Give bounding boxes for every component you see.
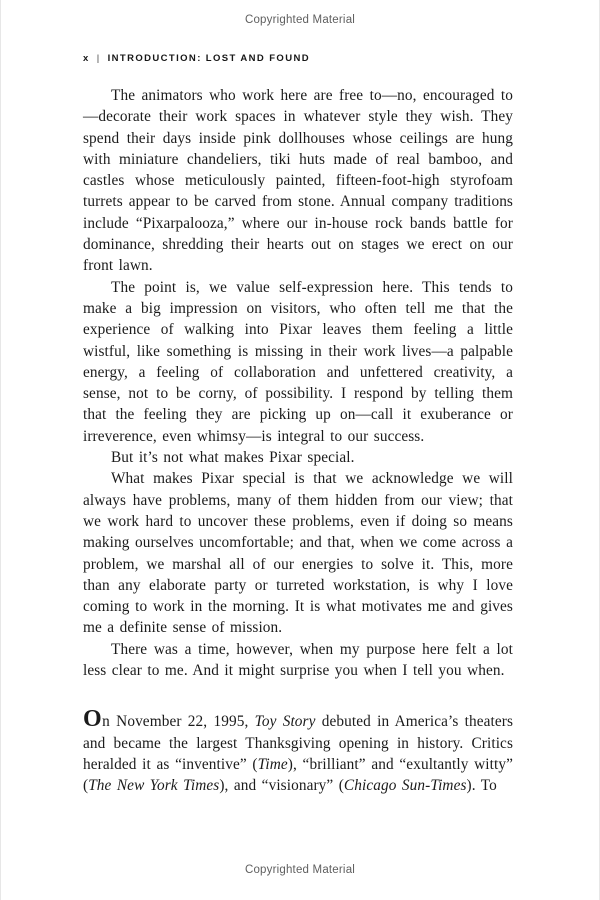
paragraph bbox=[83, 277, 513, 447]
text-segment: ). To bbox=[466, 777, 497, 795]
paragraph bbox=[83, 468, 513, 638]
text-segment: Time bbox=[257, 755, 288, 773]
chapter-title: INTRODUCTION: LOST AND FOUND bbox=[107, 53, 311, 64]
text-segment: There was a time, however, when my purpose here felt a lot less clear to me. And it might surprise you when I tell you when. bbox=[83, 640, 513, 680]
text-segment: Chicago Sun-Times bbox=[343, 777, 467, 795]
text-segment: n November 22, 1995, bbox=[102, 713, 255, 731]
text-segment: The animators who work here are free to—no, encouraged to—decorate their work spaces in whatever style they wish. They spend their days inside pink dollhouses whose ceilings are hung with miniature chandeliers, tiki huts made of real bamboo, and castles whose meticulously painted, fifteen-foot-high styrofoam turrets appear to be carved from stone. Annual company traditions include “Pixarpalooza,” where our in-house rock bands battle for dominance, shredding their hearts out on stages we erect on our front lawn. bbox=[83, 87, 513, 275]
copyright-watermark-top: Copyrighted Material bbox=[244, 14, 356, 26]
drop-cap: O bbox=[83, 706, 103, 733]
text-segment: ), and “visionary” ( bbox=[219, 777, 344, 795]
text-segment: What makes Pixar special is that we acknowledge we will always have problems, many of them hidden from our view; that we work hard to uncover these problems, even if doing so means making ourselves uncomfortable; and that, when we come across a problem, we marshal all of our energies to solve it. This, more than any elaborate party or turreted workstation, is why I love coming to work in the morning. It is what motivates me and gives me a definite sense of mission. bbox=[83, 470, 513, 637]
text-segment: The New York Times bbox=[88, 777, 220, 795]
paragraph bbox=[83, 639, 513, 682]
text-segment: But it’s not what makes Pixar special. bbox=[111, 449, 355, 467]
running-head bbox=[83, 53, 310, 64]
text-segment: The point is, we value self-expression here. This tends to make a big impression on visitors, who often tell me that the experience of walking into Pixar leaves them feeling a little wistful, like something is missing in their work lives—a palpable energy, a feeling of collaboration and unfettered creativity, a sense, not to be corny, of possibility. I respond by telling them that the feeling they are picking up on—call it exuberance or irreverence, even whimsy—is integral to our success. bbox=[83, 278, 513, 445]
text-segment: debuted in America’s theaters and became the largest Thanksgiving opening in history. Critics heralded it as “inventive” ( bbox=[83, 713, 514, 773]
header-separator: | bbox=[96, 53, 101, 64]
page-number: x bbox=[83, 53, 90, 64]
paragraph bbox=[83, 706, 514, 796]
page-body bbox=[83, 85, 513, 797]
copyright-watermark-bottom: Copyrighted Material bbox=[244, 864, 356, 876]
paragraph bbox=[83, 447, 513, 468]
text-segment: ), “brilliant” and “exultantly witty” ( bbox=[83, 755, 513, 795]
paragraph bbox=[83, 85, 513, 277]
text-segment: Toy Story bbox=[254, 713, 316, 731]
section-break bbox=[83, 681, 513, 711]
